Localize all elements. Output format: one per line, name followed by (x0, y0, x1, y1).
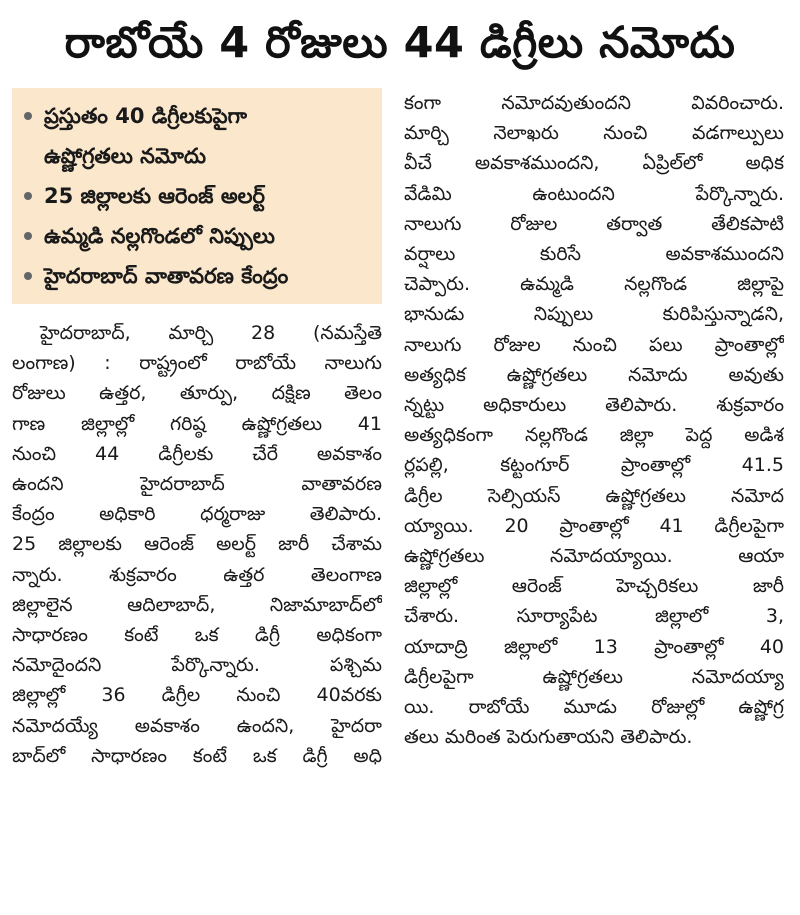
bullet-icon (24, 232, 32, 240)
bullet-icon (24, 112, 32, 120)
left-column (12, 88, 382, 771)
text-line: జిల్లాల్లో ఆరెంజ్ హెచ్చరికలు జారీ (404, 575, 784, 598)
highlight-item: ఉమ్మడి నల్లగొండలో నిప్పులు (22, 216, 372, 256)
highlight-item-continued: ఉష్ణోగ్రతలు నమోదు (44, 144, 206, 168)
text-line: అత్యధిక ఉష్ణోగ్రతలు నమోదు అవుతు (404, 363, 784, 386)
text-line: వీచే అవకాశముందని, ఏప్రిల్‌లో అధిక (404, 152, 784, 175)
text-line: భానుడు నిప్పులు కురిపిస్తున్నాడని, (404, 303, 784, 326)
text-line: య్యాయి. 20 ప్రాంతాల్లో 41 డిగ్రీలపైగా (404, 514, 784, 537)
highlight-item: 25 జిల్లాలకు ఆరెంజ్ అలర్ట్ (22, 176, 372, 216)
text-line: 25 జిల్లాలకు ఆరెంజ్ అలర్ట్ జారీ చేశామ (12, 533, 382, 556)
text-line: ఉందని హైదరాబాద్ వాతావరణ (12, 473, 382, 496)
text-line: యాదాద్రి జిల్లాలో 13 ప్రాంతాల్లో 40 (404, 635, 784, 658)
text-line: యి. రాబోయే మూడు రోజుల్లో ఉష్ణోగ్ర (404, 696, 784, 719)
article-columns (12, 88, 788, 771)
bullet-icon (24, 192, 32, 200)
text-line: సాధారణం కంటే ఒక డిగ్రీ అధికంగా (12, 624, 382, 647)
text-line: న్నట్టు అధికారులు తెలిపారు. శుక్రవారం (404, 394, 784, 417)
right-body-text (404, 88, 784, 752)
text-line: జిల్లాల్లో 36 డిగ్రీల నుంచి 40వరకు (12, 684, 382, 707)
text-line: వర్షాలు కురిసే అవకాశముందని (404, 243, 784, 266)
text-line: అత్యధికంగా నల్లగొండ జిల్లా పెద్ద అడిశ (404, 424, 784, 447)
text-line: హైదరాబాద్, మార్చి 28 (నమస్తేతె (40, 322, 382, 344)
highlights-box (12, 88, 382, 304)
text-line: చెప్పారు. ఉమ్మడి నల్లగొండ జిల్లాపై (404, 273, 784, 296)
text-line: న్నారు. శుక్రవారం ఉత్తర తెలంగాణ (12, 563, 382, 586)
text-line: నాలుగు రోజుల నుంచి పలు ప్రాంతాల్లో (404, 333, 784, 356)
highlight-item: ప్రస్తుతం 40 డిగ్రీలకుపైగా (22, 96, 372, 136)
highlight-item: హైదరాబాద్ వాతావరణ కేంద్రం (22, 256, 372, 296)
text-line: బాద్‌లో సాధారణం కంటే ఒక డిగ్రీ అధి (12, 744, 382, 767)
text-line: ఉష్ణోగ్రతలు నమోదయ్యాయి. ఆయా (404, 545, 784, 568)
text-line: కంగా నమోదవుతుందని వివరించారు. (404, 92, 784, 114)
text-line: నమోదైందని పేర్కొన్నారు. పశ్చిమ (12, 654, 382, 677)
text-line: జిల్లాలైన ఆదిలాబాద్, నిజామాబాద్‌లో (12, 593, 382, 616)
right-column (404, 88, 784, 771)
text-line: లంగాణ) : రాష్ట్రంలో రాబోయే నాలుగు (12, 352, 382, 375)
text-line: రోజులు ఉత్తర, తూర్పు, దక్షిణ తెలం (12, 382, 382, 405)
text-line: కేంద్రం అధికారి ధర్మరాజు తెలిపారు. (12, 503, 382, 526)
text-line: నుంచి 44 డిగ్రీలకు చేరే అవకాశం (12, 442, 382, 465)
text-line: వేడిమి ఉంటుందని పేర్కొన్నారు. (404, 182, 784, 205)
headline: రాబోయే 4 రోజులు 44 డిగ్రీలు నమోదు (64, 18, 736, 68)
bullet-icon (24, 272, 32, 280)
text-line: డిగ్రీలపైగా ఉష్ణోగ్రతలు నమోదయ్యా (404, 665, 784, 688)
text-line: నాలుగు రోజుల తర్వాత తేలికపాటి (404, 212, 784, 235)
text-line: గాణ జిల్లాల్లో గరిష్ఠ ఉష్ణోగ్రతలు 41 (12, 412, 382, 435)
text-line: డిగ్రీల సెల్సియస్ ఉష్ణోగ్రతలు నమోద (404, 484, 784, 507)
text-line: చేశారు. సూర్యాపేట జిల్లాలో 3, (404, 605, 784, 628)
text-line: ర్లపల్లి, కట్టంగూర్ ప్రాంతాల్లో 41.5 (404, 454, 784, 477)
text-line: నమోదయ్యే అవకాశం ఉందని, హైదరా (12, 714, 382, 737)
text-line: మార్చి నెలాఖరు నుంచి వడగాల్పులు (404, 122, 784, 145)
text-line: తలు మరింత పెరుగుతాయని తెలిపారు. (404, 726, 693, 749)
left-body-text (12, 318, 382, 771)
